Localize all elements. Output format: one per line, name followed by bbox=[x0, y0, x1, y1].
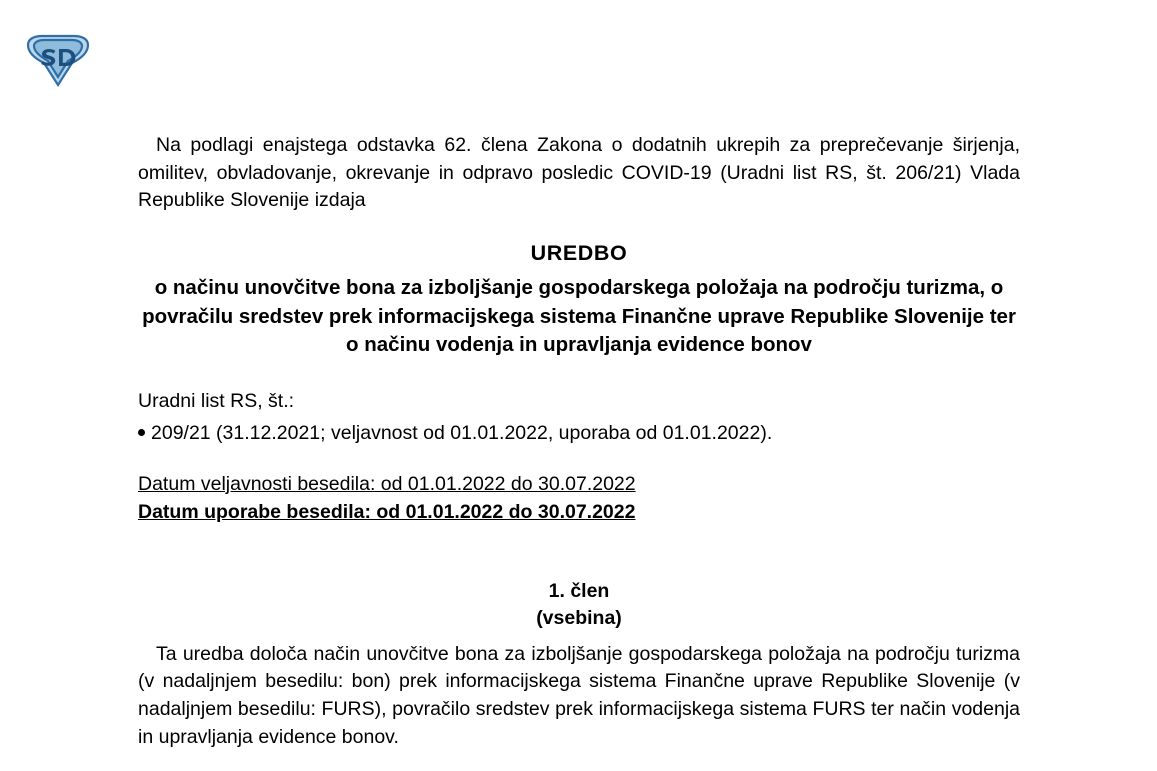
article-heading bbox=[138, 578, 1020, 633]
gazette-item-text: 209/21 (31.12.2021; veljavnost od 01.01.2022, uporaba od 01.01.2022). bbox=[151, 421, 773, 444]
sd-shield-logo-icon bbox=[22, 33, 94, 91]
article-title: (vsebina) bbox=[536, 607, 622, 630]
gazette-label: Uradni list RS, št.: bbox=[138, 390, 295, 413]
title-block bbox=[138, 241, 1020, 360]
document-title: o načinu unovčitve bona za izboljšanje gospodarskega položaja na področju turizma, o povračilu sredstev prek informacijskega sistema Finančne uprave Republike Slovenije ter o načinu vodenja in upravljanja evidence bonov bbox=[142, 276, 1016, 357]
bullet-icon bbox=[138, 429, 145, 436]
article-body: Ta uredba določa način unovčitve bona za izboljšanje gospodarskega položaja na področju turizma (v nadaljnjem besedilu: bon) prek informacijskega sistema Finančne uprave Republike Slovenije (v nadaljnjem besedilu: FURS), povračilo sredstev prek informacijskega sistema FURS ter način vodenja in upravljanja evidence bonov. bbox=[138, 642, 1020, 748]
document-type-title: UREDBO bbox=[530, 241, 628, 266]
gazette-block bbox=[138, 388, 1020, 447]
validity-date: Datum veljavnosti besedila: od 01.01.2022 do 30.07.2022 bbox=[138, 472, 636, 495]
usage-date: Datum uporabe besedila: od 01.01.2022 do 30.07.2022 bbox=[138, 500, 636, 523]
document-body bbox=[138, 132, 1020, 771]
list-item bbox=[138, 420, 1020, 448]
intro-paragraph: Na podlagi enajstega odstavka 62. člena Zakona o dodatnih ukrepih za preprečevanje širjenja, omilitev, obvladovanje, okrevanje in odpravo posledic COVID-19 (Uradni list RS, št. 206/21) Vlada Republike Slovenije izdaja bbox=[138, 134, 1020, 212]
date-block bbox=[138, 470, 1020, 527]
article-number: 1. člen bbox=[548, 580, 610, 603]
